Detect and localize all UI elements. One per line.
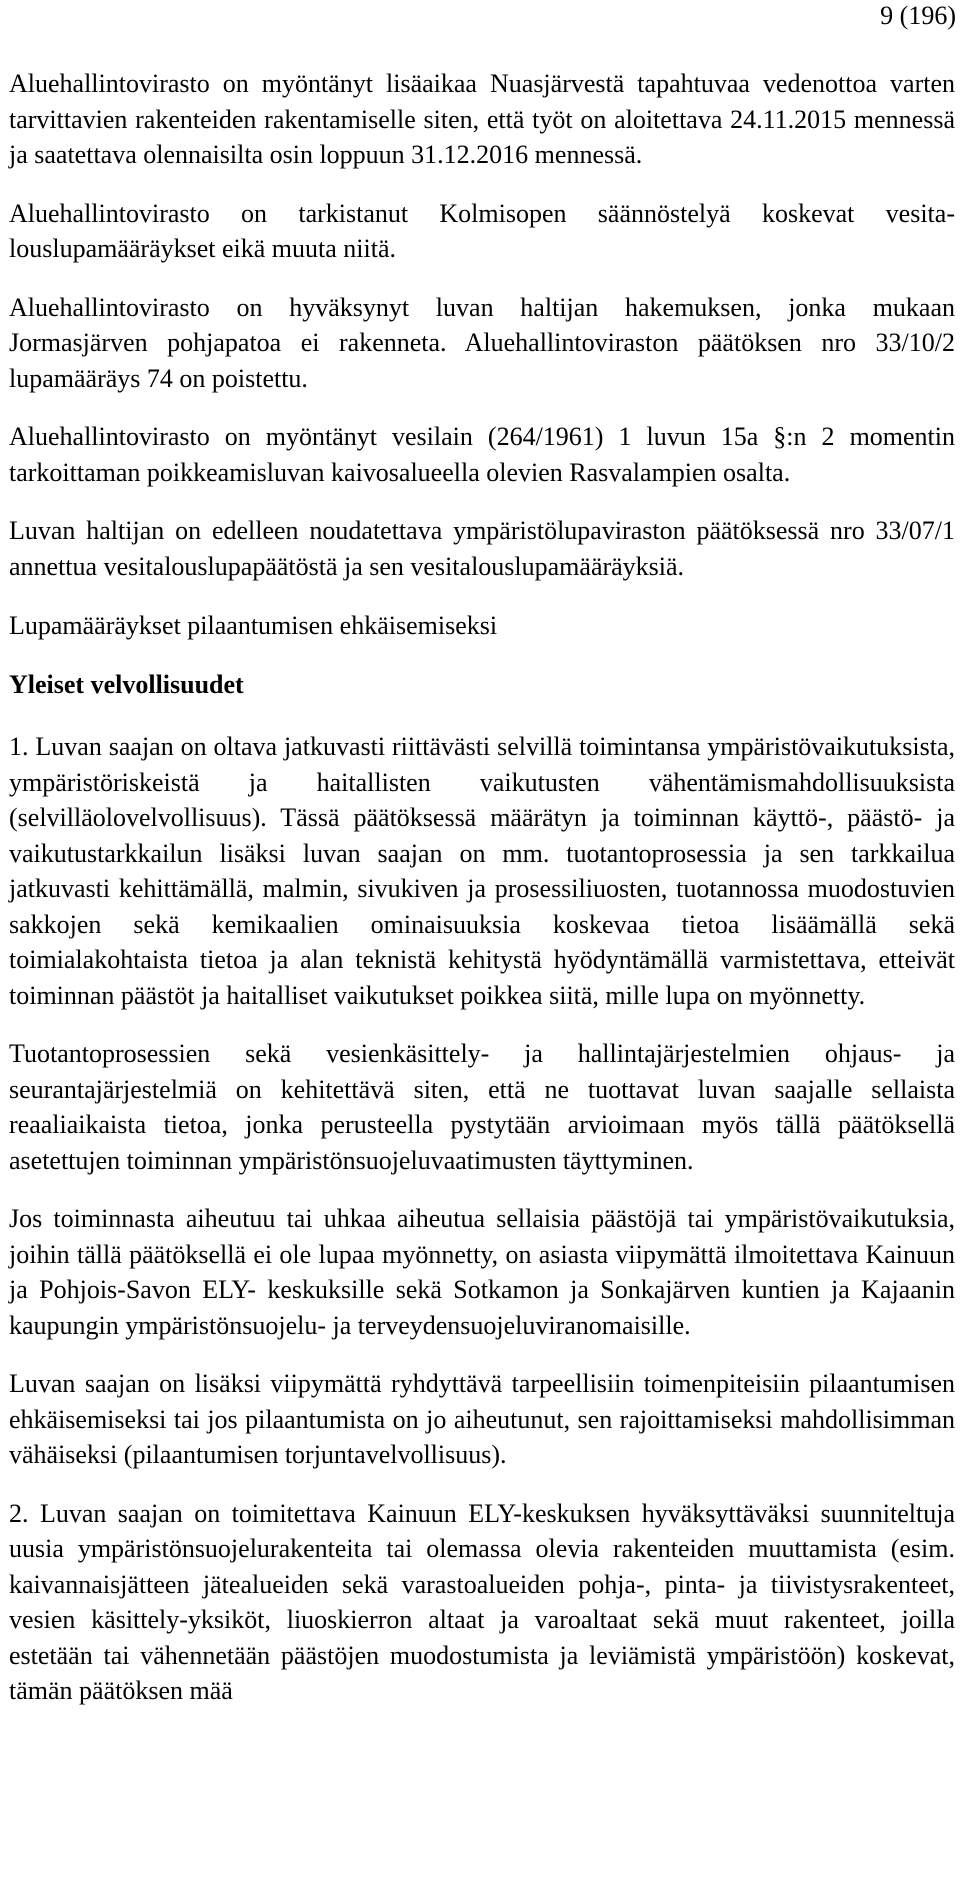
- paragraph-water-permit-compliance: Luvan haltijan on edelleen noudatettava ympäristölupaviraston päätöksessä nro 33/07/1 annettua vesitalouslupapäätöstä ja sen vesitalouslupamääräyksiä.: [9, 516, 955, 581]
- paragraph-obligation-1: 1. Luvan saajan on oltava jatkuvasti riittävästi selvillä toimintansa ympäristövaikutuksista, ympäristöriskeistä ja haitallisten vaikutusten vähentämismahdollisuuksista (selvilläolovelvollisuus). Tässä päätöksessä määrätyn ja toiminnan käyttö-, päästö- ja vaikutustarkkailun lisäksi luvan saajan on mm. tuotantoprosessia ja sen tarkkailua jatkuvasti kehittämällä, malmin, sivukiven ja prosessiliuosten, tuotannossa muodostuvien sakkojen sekä kemikaalien ominaisuuksia koskevaa tietoa lisäämällä sekä toimialakohtaista tietoa ja alan teknistä kehitystä hyödyntämällä varmistettava, etteivät toiminnan päästöt ja haitalliset vaikutukset poikkea siitä, mille lupa on myönnetty.: [9, 732, 955, 1010]
- paragraph-notification-duty: Jos toiminnasta aiheutuu tai uhkaa aiheutua sellaisia päästöjä tai ympäristövaikutuksia, joihin tällä päätöksellä ei ole lupaa myönnetty, on asiasta viipymättä ilmoitettava Kainuun ja Pohjois-Savon ELY- keskuksille sekä Sotkamon ja Sonkajärven kuntien ja Kajaanin kaupungin ympäristönsuojelu- ja terveydensuojeluviranomaisille.: [9, 1204, 955, 1340]
- paragraph-extension-deadline: Aluehallintovirasto on myöntänyt lisäaikaa Nuasjärvestä tapahtuvaa vedenottoa varten tarvittavien rakenteiden rakentamiselle siten, että työt on aloitettava 24.11.2015 mennessä ja saatettava olennaisilta osin loppuun 31.12.2016 mennessä.: [9, 69, 955, 169]
- paragraph-pollution-prevention: Luvan saajan on lisäksi viipymättä ryhdyttävä tarpeellisiin toimenpiteisiin pilaantumisen ehkäisemiseksi tai jos pilaantumista on jo aiheutunut, sen rajoittamiseksi mahdollisimman vähäiseksi (pilaantumisen torjuntavelvollisuus).: [9, 1369, 955, 1469]
- document-body: [9, 66, 955, 1709]
- section-title: Lupamääräykset pilaantumisen ehkäisemiseksi: [9, 611, 498, 640]
- page-number: 9 (196): [880, 1, 956, 30]
- paragraph-obligation-2: 2. Luvan saajan on toimitettava Kainuun ELY-keskuksen hyväksyttäväksi suunniteltuja uusia ympäristönsuojelurakenteita tai olemassa olevia rakenteiden muuttamista (esim. kaivannaisjätteen jätealueiden sekä varastoalueiden pohja-, pinta- ja tiivistysrakenteet, vesien käsittely-yksiköt, liuoskierron altaat ja varoaltaat sekä muut rakenteet, joilla estetään tai vähennetään päästöjen muodostumista ja leviämistä ympäristöön) koskevat, tämän päätöksen mää: [9, 1498, 955, 1705]
- paragraph-monitoring-systems: Tuotantoprosessien sekä vesienkäsittely- ja hallintajärjestelmien ohjaus- ja seurantajärjestelmiä on kehitettävä siten, että ne tuottavat luvan saajalle sellaista reaaliaikaista tietoa, jonka perusteella pystytään arvioimaan myös tällä päätöksellä asetettujen toiminnan ympäristönsuojeluvaatimusten täyttyminen.: [9, 1039, 955, 1175]
- paragraph-kolmisoppi-regulation: Aluehallintovirasto on tarkistanut Kolmisopen säännöstelyä koskevat vesitalouslupamääräykset eikä muuta niitä.: [9, 198, 955, 263]
- paragraph-exemption-permit: Aluehallintovirasto on myöntänyt vesilain (264/1961) 1 luvun 15a §:n 2 momentin tarkoittaman poikkeamisluvan kaivosalueella olevien Rasvalampien osalta.: [9, 422, 955, 487]
- subheading-general-obligations: Yleiset velvollisuudet: [9, 669, 244, 699]
- paragraph-jormasjarvi-dam: Aluehallintovirasto on hyväksynyt luvan haltijan hakemuksen, jonka mukaan Jormasjärven pohjapatoa ei rakenneta. Aluehallintoviraston päätöksen nro 33/10/2 lupamääräys 74 on poistettu.: [9, 292, 955, 393]
